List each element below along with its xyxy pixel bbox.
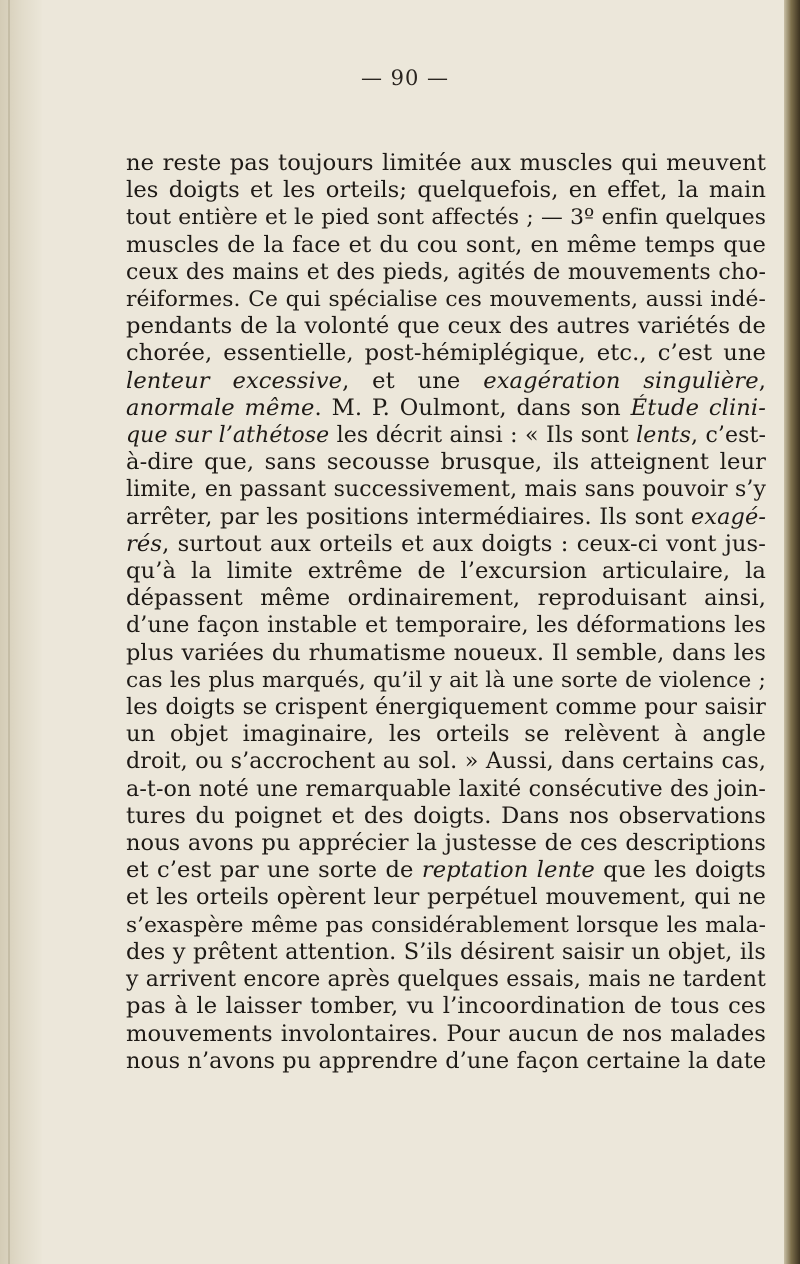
text-line: [126, 884, 766, 911]
text-line: [126, 857, 766, 884]
text-line: [126, 640, 766, 667]
text-line: [126, 748, 766, 775]
page-edge-shadow: [784, 0, 800, 1264]
italic-phrase: exagération singulière: [483, 367, 759, 394]
text-run: les décrit ainsi : « Ils sont: [329, 423, 637, 449]
text-run: tures du poignet et des doigts. Dans nos observations: [126, 802, 766, 829]
text-line: [126, 232, 766, 259]
italic-phrase: rés: [126, 530, 163, 557]
text-line: [126, 830, 766, 857]
text-line: [126, 1021, 766, 1048]
text-run: ,: [758, 367, 766, 394]
text-line: [126, 1048, 766, 1075]
text-line: [126, 939, 766, 966]
text-run: à-dire que, sans secousse brusque, ils atteignent leur: [126, 449, 766, 476]
text-run: , et une: [342, 367, 484, 394]
text-run: qu’à la limite extrême de l’excursion articulaire, la: [126, 558, 766, 585]
text-line: [126, 150, 766, 177]
text-run: nous avons pu apprécier la justesse de ces descriptions: [126, 830, 766, 857]
text-run: et c’est par une sorte de: [126, 857, 422, 884]
italic-phrase: lents: [636, 423, 691, 449]
text-line: [126, 531, 766, 558]
text-run: nous n’avons pu apprendre d’une façon certaine la date: [126, 1047, 767, 1074]
text-run: chorée, essentielle, post-hémiplégique, etc., c’est une: [126, 340, 766, 367]
text-line: [126, 340, 766, 367]
text-run: les doigts et les orteils; quelquefois, en effet, la main: [126, 177, 766, 204]
text-run: ne reste pas toujours limitée aux muscles qui meuvent: [126, 150, 766, 176]
text-run: a-t-on noté une remarquable laxité consécutive des join-: [126, 775, 766, 802]
text-run: des y prêtent attention. S’ils désirent saisir un objet, ils: [126, 938, 766, 965]
text-run: dépassent même ordinairement, reproduisant ainsi,: [126, 585, 766, 612]
text-run: droit, ou s’accrochent au sol. » Aussi, dans certains cas,: [126, 748, 766, 775]
text-run: muscles de la face et du cou sont, en même temps que: [126, 231, 766, 258]
text-line: [126, 177, 766, 204]
text-line: [126, 476, 766, 503]
page-gutter-shadow: [0, 0, 42, 1264]
text-run: pas à le laisser tomber, vu l’incoordination de tous ces: [126, 993, 766, 1020]
italic-phrase: lenteur excessive: [126, 367, 343, 394]
text-run: plus variées du rhumatisme noueux. Il semble, dans les: [126, 639, 766, 666]
text-run: mouvements involontaires. Pour aucun de nos malades: [126, 1020, 766, 1047]
text-run: , c’est-: [690, 423, 766, 449]
text-line: [126, 313, 766, 340]
text-line: [126, 694, 766, 721]
text-line: [126, 558, 766, 585]
text-line: [126, 449, 766, 476]
text-line: [126, 368, 766, 395]
text-line: [126, 286, 766, 313]
text-run: réiformes. Ce qui spécialise ces mouvements, aussi indé-: [126, 287, 766, 313]
text-line: [126, 912, 766, 939]
text-line: [126, 259, 766, 286]
text-line: [126, 993, 766, 1020]
text-line: [126, 667, 766, 694]
text-run: y arrivent encore après quelques essais, mais ne tardent: [126, 967, 766, 993]
text-run: . M. P. Oulmont, dans son: [314, 394, 631, 421]
text-line: [126, 395, 766, 422]
page-number: — 90 —: [360, 66, 450, 90]
italic-phrase: anormale même: [126, 394, 315, 421]
italic-phrase: exagé-: [691, 503, 766, 530]
text-line: [126, 612, 766, 639]
text-run: limite, en passant successivement, mais sans pouvoir s’y: [126, 477, 766, 503]
text-run: s’exaspère même pas considérablement lorsque les mala-: [126, 912, 766, 938]
text-run: que les doigts: [594, 857, 766, 884]
text-line: [126, 803, 766, 830]
italic-phrase: Étude clini-: [630, 394, 766, 421]
text-line: [126, 504, 766, 531]
text-run: d’une façon instable et temporaire, les déformations les: [126, 612, 766, 639]
text-run: pendants de la volonté que ceux des autres variétés de: [126, 313, 766, 340]
text-line: [126, 585, 766, 612]
text-line: [126, 776, 766, 803]
text-run: les doigts se crispent énergiquement comme pour saisir: [126, 694, 766, 721]
text-line: [126, 422, 766, 449]
text-run: et les orteils opèrent leur perpétuel mouvement, qui ne: [126, 884, 766, 911]
italic-phrase: que sur l’athétose: [126, 423, 330, 449]
text-run: tout entière et le pied sont affectés ; — 3º enfin quelques: [126, 205, 766, 231]
text-run: cas les plus marqués, qu’il y ait là une sorte de violence ;: [126, 667, 766, 693]
text-run: , surtout aux orteils et aux doigts : ceux-ci vont jus-: [162, 530, 766, 557]
text-run: arrêter, par les positions intermédiaires. Ils sont: [126, 503, 692, 530]
body-text: [126, 150, 766, 1075]
text-line: [126, 721, 766, 748]
text-run: ceux des mains et des pieds, agités de mouvements cho-: [126, 259, 766, 285]
italic-phrase: reptation lente: [421, 857, 595, 884]
text-line: [126, 204, 766, 231]
text-line: [126, 966, 766, 993]
text-run: un objet imaginaire, les orteils se relèvent à angle: [126, 721, 766, 748]
